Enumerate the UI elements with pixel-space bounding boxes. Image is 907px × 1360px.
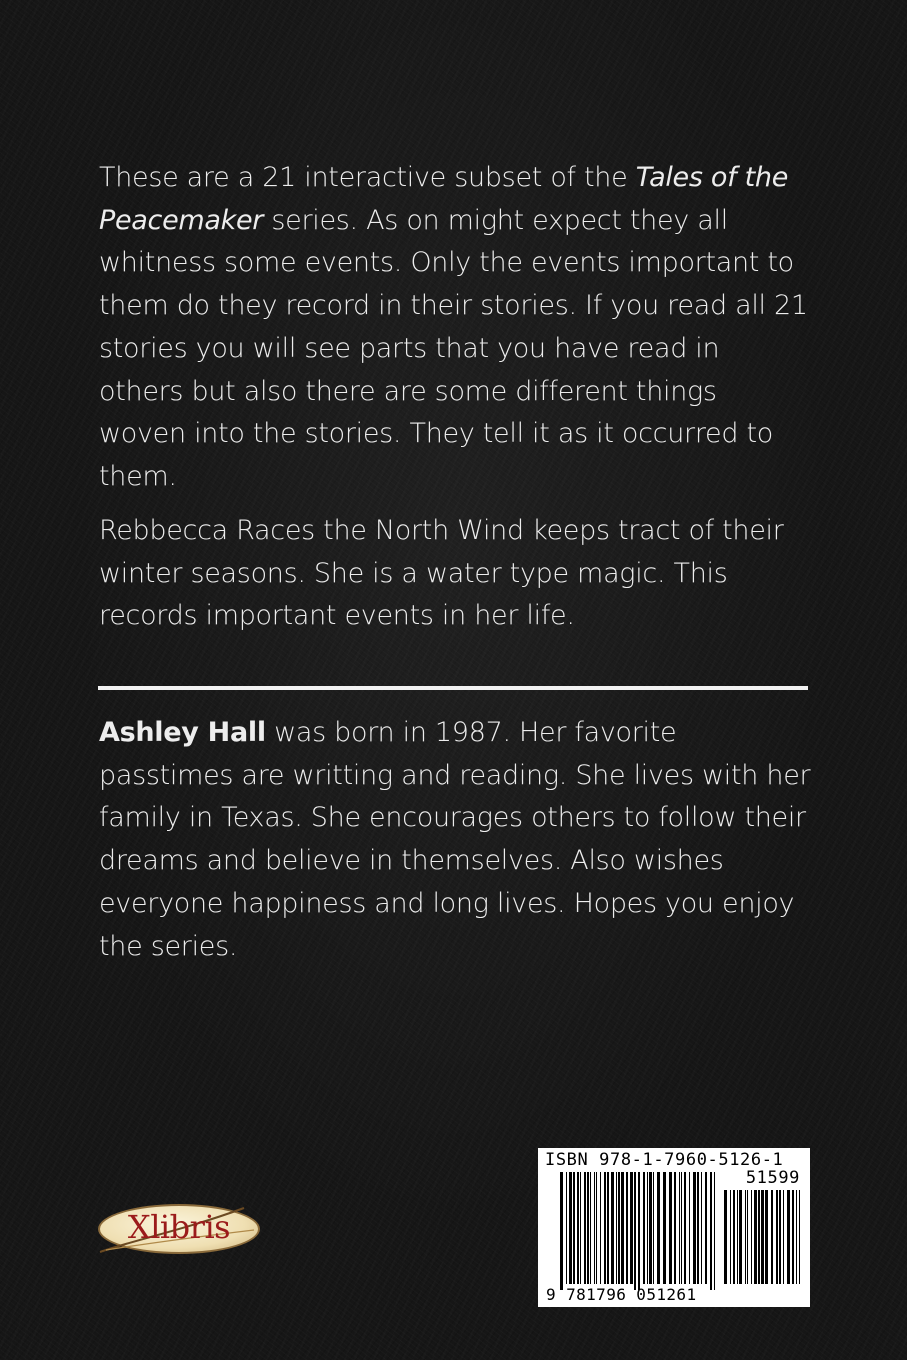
barcode-bar	[657, 1172, 660, 1284]
barcode-bar	[626, 1172, 628, 1284]
barcode-bar	[758, 1190, 760, 1284]
barcode-bar	[681, 1172, 682, 1284]
barcode-bar	[663, 1172, 666, 1284]
barcode-bar	[630, 1172, 633, 1284]
barcode-bar	[684, 1172, 686, 1284]
barcode-bar	[604, 1172, 606, 1284]
ean-number: 9 781796 051261	[546, 1285, 697, 1304]
isbn-barcode	[538, 1148, 810, 1307]
section-divider	[98, 686, 808, 690]
series-title: Tales of the Peacemaker	[99, 162, 789, 236]
barcode-bar	[754, 1190, 757, 1284]
barcode-bar	[580, 1172, 581, 1284]
publisher-logo	[94, 1200, 264, 1260]
barcode-bar	[779, 1190, 781, 1284]
barcode-bar	[693, 1172, 696, 1284]
barcode-bar	[701, 1172, 702, 1284]
barcode-bar	[618, 1172, 620, 1284]
barcode-bar	[674, 1172, 676, 1284]
blurb-text-start: These are a 21 interactive subset of the	[99, 162, 636, 193]
barcode-bar	[730, 1190, 731, 1284]
barcode-bar	[638, 1172, 640, 1290]
barcode-bar	[733, 1190, 735, 1284]
barcode-bar	[600, 1172, 601, 1284]
barcode-bar	[776, 1190, 778, 1284]
barcode-bar	[714, 1172, 715, 1290]
barcode-bar	[653, 1172, 654, 1284]
logo-text: Xlibris	[127, 1208, 231, 1246]
barcode-bar	[710, 1172, 712, 1290]
barcode-bar	[799, 1190, 800, 1284]
author-name: Ashley Hall	[99, 717, 266, 748]
barcode-bar	[587, 1172, 589, 1284]
barcode-bar	[669, 1172, 672, 1284]
barcode-bar	[577, 1172, 579, 1284]
barcode-bar	[783, 1190, 784, 1284]
barcode-bar	[590, 1172, 591, 1284]
barcode-bar	[787, 1190, 790, 1284]
barcode-bar	[647, 1172, 648, 1284]
price-code: 51599	[745, 1168, 800, 1188]
author-bio-text: was born in 1987. Her favorite passtimes are writting and reading. She lives with her family in Texas. She encourages others to follow their dreams and believe in themselves. Also wishes everyone happiness and long lives. Hopes you enjoy the series.	[99, 717, 811, 962]
barcode-bar	[607, 1172, 609, 1284]
barcode-bar	[792, 1190, 794, 1284]
barcode-bar	[649, 1172, 652, 1284]
barcode-bar	[643, 1172, 645, 1284]
barcode-bar	[616, 1172, 617, 1284]
barcode-bar	[566, 1172, 567, 1284]
barcode-bar	[689, 1172, 690, 1284]
barcode-bar	[765, 1190, 768, 1284]
blurb-text-end: series. As on might expect they all whitness some events. Only the events important to them do they record in their stories. If you read all 21 stories you will see parts that you have read in others but also there are some different things woven into the stories. They tell it as it occurred to them.	[99, 204, 808, 492]
barcode-bar	[739, 1190, 742, 1284]
author-bio	[99, 712, 811, 968]
barcode-bar	[705, 1172, 707, 1284]
barcode-bar	[569, 1172, 572, 1284]
isbn-label: ISBN 978-1-7960-5126-1	[545, 1150, 784, 1170]
barcode-bar	[745, 1190, 746, 1284]
barcode-bar	[584, 1172, 586, 1284]
barcode-bar	[596, 1172, 597, 1284]
barcode-bar	[737, 1190, 738, 1284]
barcode-bar	[634, 1172, 636, 1290]
barcode-bar	[679, 1172, 680, 1284]
blurb-paragraph-2: Rebbecca Races the North Wind keeps tract of their winter seasons. She is a water type magic. This records important events in her life.	[99, 515, 784, 632]
barcode-bar	[761, 1190, 764, 1284]
barcode-bar	[724, 1190, 727, 1284]
blurb-paragraph-1	[99, 157, 811, 499]
barcode-bar	[611, 1172, 614, 1284]
barcode-bar	[747, 1190, 748, 1284]
barcode-bar	[594, 1172, 595, 1284]
barcode-bar	[796, 1190, 797, 1284]
barcode-bar	[573, 1172, 575, 1284]
barcode-bar	[771, 1190, 773, 1284]
barcode-bar	[621, 1172, 624, 1284]
barcode-bar	[560, 1172, 563, 1290]
barcode-bar	[751, 1190, 752, 1284]
barcode-bar	[697, 1172, 699, 1284]
